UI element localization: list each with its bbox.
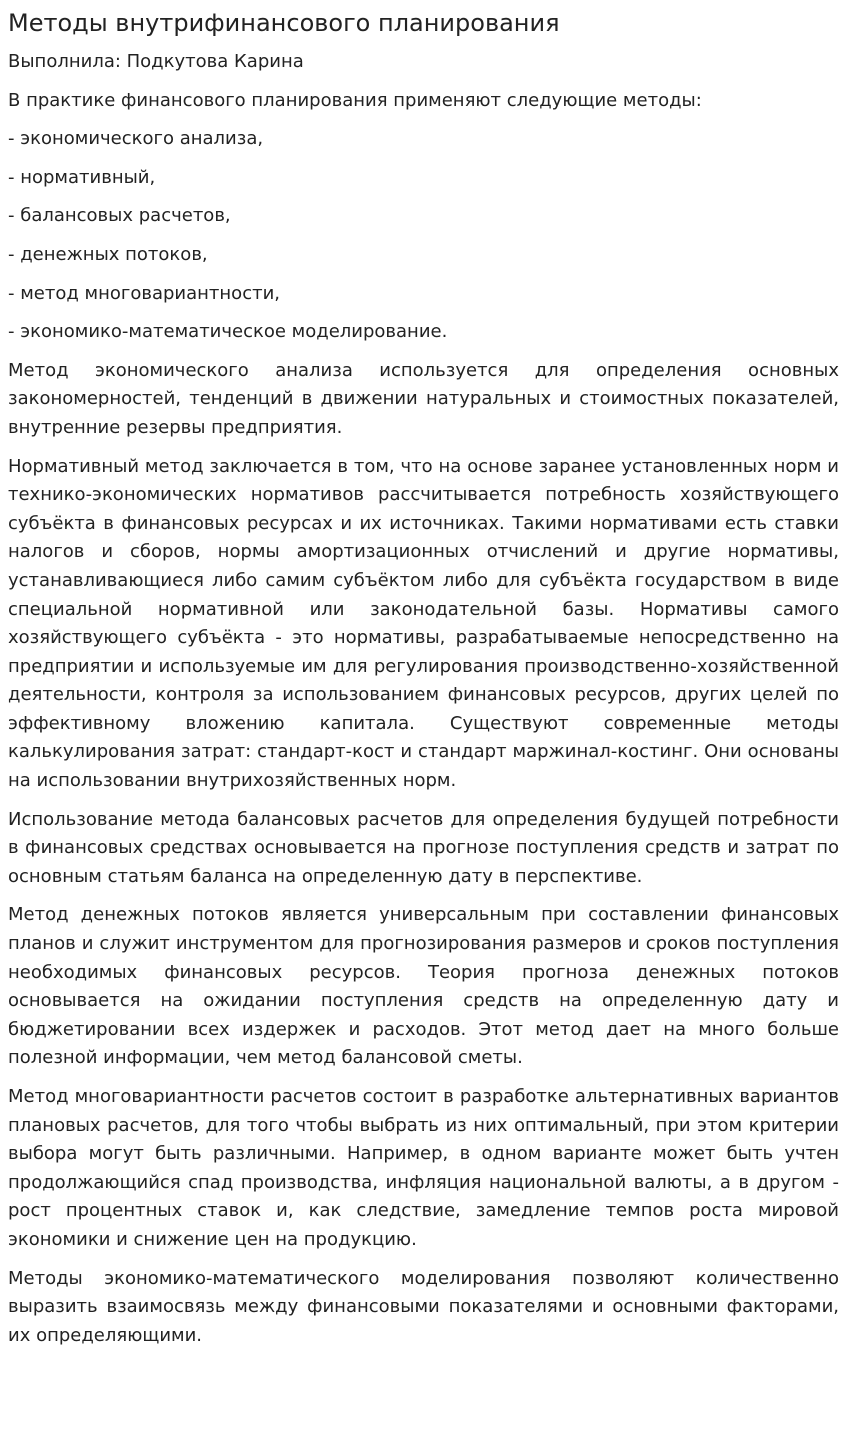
methods-list-item: - балансовых расчетов,	[8, 205, 231, 227]
methods-list-item: - денежных потоков,	[8, 243, 208, 265]
methods-list-item: - метод многовариантности,	[8, 282, 280, 304]
author-line: Выполнила: Подкутова Карина	[8, 51, 304, 72]
paragraph-cash-flows: Метод денежных потоков является универсальным при составлении финансовых планов и служит инструментом для прогнозирования размеров и сроков поступления необходимых финансовых ресурсов. Теория прогноза денежных потоков основывается на ожидании поступления средств на определенную дату и бюджетировании всех издержек и расходов. Этот метод дает на много больше полезной информации, чем метод балансовой сметы.	[8, 904, 839, 1069]
paragraph-modeling: Методы экономико-математического моделирования позволяют количественно выразить взаимосвязь между финансовыми показателями и основными факторами, их определяющими.	[8, 1267, 839, 1346]
paragraph-balance-calculations: Использование метода балансовых расчетов для определения будущей потребности в финансовых средствах основывается на прогнозе поступления средств и затрат по основным статьям баланса на определенную дату в перспективе.	[8, 808, 839, 887]
intro-paragraph: В практике финансового планирования применяют следующие методы:	[8, 89, 702, 111]
methods-list-item: - нормативный,	[8, 166, 156, 188]
paragraph-normative-method: Нормативный метод заключается в том, что на основе заранее установленных норм и технико-экономических нормативов рассчитывается потребность хозяйствующего субъёкта в финансовых ресурсах и их источниках. Такими нормативами есть ставки налогов и сборов, нормы амортизационных отчислений и другие нормативы, устанавливающиеся либо самим субъёктом либо для субъёкта государством в виде специальной нормативной или законодательной базы. Нормативы самого хозяйствующего субъёкта - это нормативы, разрабатываемые непосредственно на предприятии и используемые им для регулирования производственно-хозяйственной деятельности, контроля за использованием финансовых ресурсов, других целей по эффективному вложению капитала. Существуют современные методы калькулирования затрат: стандарт-кост и стандарт маржинал-костинг. Они основаны на использовании внутрихозяйственных норм.	[8, 455, 839, 792]
methods-list-item: - экономического анализа,	[8, 128, 264, 150]
paragraph-multivariant: Метод многовариантности расчетов состоит в разработке альтернативных вариантов плановых расчетов, для того чтобы выбрать из них оптимальный, при этом критерии выбора могут быть различными. Например, в одном варианте может быть учтен продолжающийся спад производства, инфляция национальной валюты, а в другом - рост процентных ставок и, как следствие, замедление темпов роста мировой экономики и снижение цен на продукцию.	[8, 1086, 839, 1250]
methods-list-item: - экономико-математическое моделирование.	[8, 321, 448, 343]
page-title: Методы внутрифинансового планирования	[8, 9, 560, 37]
paragraph-economic-analysis: Метод экономического анализа используется для определения основных закономерностей, тенденций в движении натуральных и стоимостных показателей, внутренние резервы предприятия.	[8, 359, 839, 438]
